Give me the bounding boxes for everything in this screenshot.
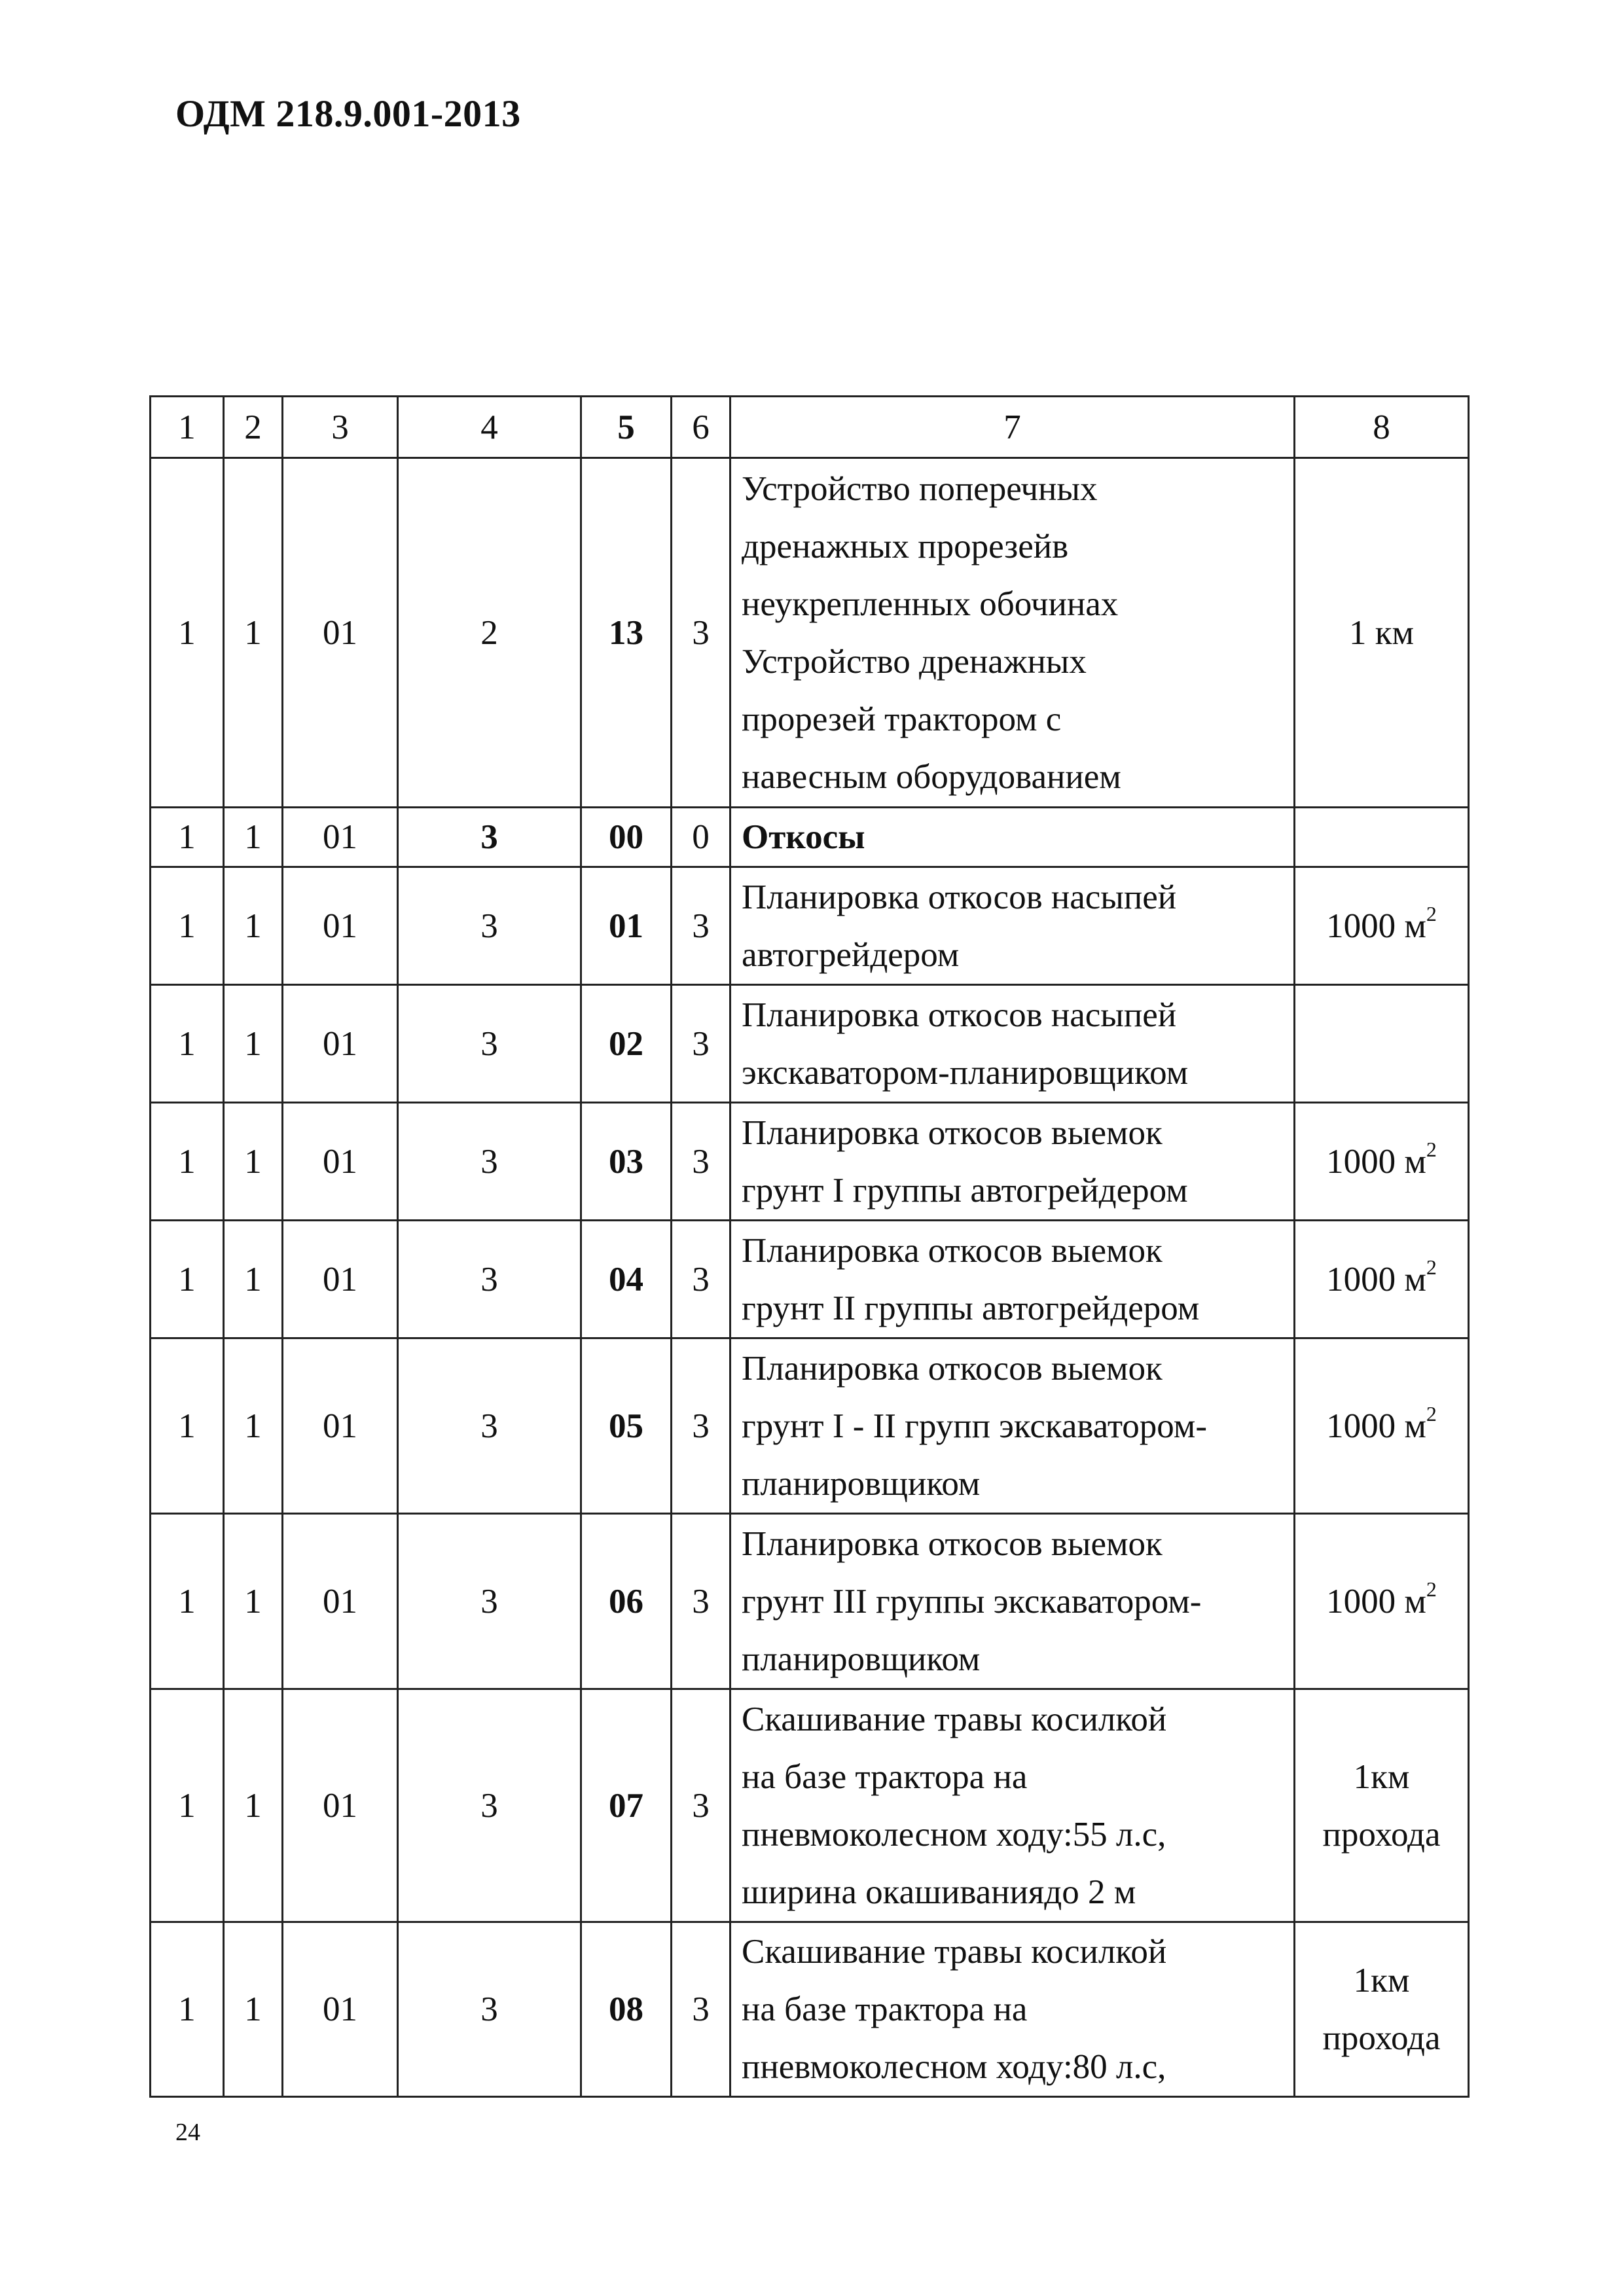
cell-col-4: 3 [398, 1689, 581, 1922]
work-description-line: Планировка откосов насыпей [742, 996, 1177, 1034]
col-number-8: 8 [1295, 397, 1469, 458]
unit-line [1295, 897, 1468, 955]
table-row [151, 1221, 1469, 1338]
work-description-line: на базе трактора на [742, 1757, 1028, 1796]
unit-line [1295, 1251, 1468, 1308]
work-description-line: Планировка откосов выемок [742, 1231, 1163, 1270]
work-description-line: Устройство поперечных [742, 469, 1098, 508]
cell-col-3: 01 [283, 867, 398, 985]
cell-col-1: 1 [151, 1514, 224, 1689]
cell-col-1: 1 [151, 808, 224, 867]
cell-col-2: 1 [224, 1103, 283, 1221]
cell-col-2: 1 [224, 458, 283, 808]
unit-cell [1295, 1103, 1469, 1221]
cell-col-2: 1 [224, 1689, 283, 1922]
cell-col-5: 00 [581, 808, 672, 867]
cell-col-3: 01 [283, 458, 398, 808]
unit-line [1295, 1133, 1468, 1191]
work-description-line: грунт I группы автогрейдером [742, 1171, 1188, 1210]
work-description-cell [731, 1922, 1295, 2097]
unit-line [1295, 1397, 1468, 1455]
table-row [151, 867, 1469, 985]
cell-col-5: 06 [581, 1514, 672, 1689]
unit-line [1295, 604, 1468, 662]
cell-col-6: 3 [672, 1338, 731, 1514]
cell-col-2: 1 [224, 867, 283, 985]
table-row [151, 808, 1469, 867]
table-row [151, 458, 1469, 808]
unit-text: прохода [1322, 1815, 1441, 1854]
unit-cell [1295, 1689, 1469, 1922]
unit-line [1295, 2009, 1468, 2067]
cell-col-3: 01 [283, 985, 398, 1103]
col-number-7: 7 [731, 397, 1295, 458]
work-description-cell [731, 1514, 1295, 1689]
document-code: ОДМ 218.9.001-2013 [175, 92, 521, 135]
table-row [151, 1103, 1469, 1221]
work-description-line: грунт I - II групп экскаватором- [742, 1407, 1207, 1445]
work-description-cell [731, 867, 1295, 985]
unit-cell [1295, 1922, 1469, 2097]
work-description-line: планировщиком [742, 1640, 981, 1678]
cell-col-4: 3 [398, 1221, 581, 1338]
unit-cell [1295, 808, 1469, 867]
col-number-1: 1 [151, 397, 224, 458]
work-description-line: навесным оборудованием [742, 757, 1121, 796]
cell-col-3: 01 [283, 1514, 398, 1689]
work-description-line: Планировка откосов выемок [742, 1349, 1163, 1388]
unit-text: прохода [1322, 2019, 1441, 2057]
unit-text: 1000 м [1326, 906, 1426, 945]
page-number: 24 [175, 2119, 200, 2146]
cell-col-4: 3 [398, 867, 581, 985]
work-description-line: Планировка откосов выемок [742, 1113, 1163, 1152]
work-description-line: грунт II группы автогрейдером [742, 1289, 1200, 1327]
work-description-line: Скашивание травы косилкой [742, 1700, 1167, 1738]
cell-col-1: 1 [151, 458, 224, 808]
unit-line [1295, 1952, 1468, 2009]
unit-exponent: 2 [1426, 1255, 1437, 1279]
work-description-cell [731, 1689, 1295, 1922]
cell-col-6: 0 [672, 808, 731, 867]
cell-col-3: 01 [283, 1922, 398, 2097]
cell-col-2: 1 [224, 1338, 283, 1514]
cell-col-4: 3 [398, 1338, 581, 1514]
table-row [151, 1689, 1469, 1922]
col-number-3: 3 [283, 397, 398, 458]
cell-col-6: 3 [672, 1221, 731, 1338]
work-description-line: прорезей трактором с [742, 700, 1062, 738]
cell-col-2: 1 [224, 985, 283, 1103]
work-description-line: ширина окашиваниядо 2 м [742, 1873, 1136, 1911]
cell-col-4: 3 [398, 808, 581, 867]
cell-col-6: 3 [672, 1922, 731, 2097]
cell-col-3: 01 [283, 1103, 398, 1221]
work-description-cell [731, 1338, 1295, 1514]
cell-col-4: 3 [398, 985, 581, 1103]
cell-col-6: 3 [672, 985, 731, 1103]
cell-col-6: 3 [672, 1689, 731, 1922]
cell-col-5: 02 [581, 985, 672, 1103]
col-number-2: 2 [224, 397, 283, 458]
work-description-cell [731, 985, 1295, 1103]
table-row [151, 1922, 1469, 2097]
cell-col-2: 1 [224, 1514, 283, 1689]
cell-col-3: 01 [283, 808, 398, 867]
work-description-line: Устройство дренажных [742, 642, 1087, 681]
unit-cell [1295, 1338, 1469, 1514]
work-description-line: на базе трактора на [742, 1990, 1028, 2028]
cell-col-6: 3 [672, 458, 731, 808]
unit-text: 1000 м [1326, 1407, 1426, 1445]
cell-col-5: 03 [581, 1103, 672, 1221]
work-description-line: Планировка откосов выемок [742, 1524, 1163, 1563]
cell-col-2: 1 [224, 808, 283, 867]
unit-line [1295, 1806, 1468, 1863]
cell-col-2: 1 [224, 1221, 283, 1338]
cell-col-4: 3 [398, 1922, 581, 2097]
table-row [151, 1338, 1469, 1514]
work-description-line: Скашивание травы косилкой [742, 1933, 1167, 1971]
cell-col-5: 13 [581, 458, 672, 808]
table-row [151, 1514, 1469, 1689]
table-header-row [151, 397, 1469, 458]
work-description-line: Откосы [742, 818, 865, 856]
cell-col-1: 1 [151, 1103, 224, 1221]
unit-cell [1295, 458, 1469, 808]
unit-exponent: 2 [1426, 1577, 1437, 1601]
unit-cell [1295, 985, 1469, 1103]
unit-text: 1000 м [1326, 1582, 1426, 1621]
unit-text: 1км [1353, 1757, 1410, 1796]
work-description-line: планировщиком [742, 1464, 981, 1503]
work-description-cell [731, 458, 1295, 808]
cell-col-5: 05 [581, 1338, 672, 1514]
cell-col-3: 01 [283, 1689, 398, 1922]
works-classifier-table [149, 395, 1470, 2098]
cell-col-5: 04 [581, 1221, 672, 1338]
unit-line [1295, 1573, 1468, 1630]
unit-text: 1000 м [1326, 1260, 1426, 1299]
cell-col-6: 3 [672, 1103, 731, 1221]
work-description-line: автогрейдером [742, 935, 960, 974]
work-description-cell [731, 1103, 1295, 1221]
cell-col-1: 1 [151, 985, 224, 1103]
unit-cell [1295, 867, 1469, 985]
cell-col-6: 3 [672, 1514, 731, 1689]
unit-exponent: 2 [1426, 1137, 1437, 1161]
work-description-cell [731, 808, 1295, 867]
work-description-line: дренажных прорезейв [742, 527, 1069, 565]
unit-text: 1 км [1348, 613, 1415, 652]
col-number-4: 4 [398, 397, 581, 458]
unit-exponent: 2 [1426, 1401, 1437, 1426]
table-row [151, 985, 1469, 1103]
work-description-cell [731, 1221, 1295, 1338]
col-number-6: 6 [672, 397, 731, 458]
cell-col-4: 3 [398, 1103, 581, 1221]
unit-line [1295, 1748, 1468, 1806]
work-description-line: пневмоколесном ходу:80 л.с, [742, 2048, 1166, 2086]
unit-text: 1км [1353, 1962, 1410, 2000]
work-description-line: неукрепленных обочинах [742, 584, 1119, 623]
cell-col-2: 1 [224, 1922, 283, 2097]
unit-text: 1000 м [1326, 1142, 1426, 1181]
cell-col-3: 01 [283, 1338, 398, 1514]
work-description-line: экскаватором-планировщиком [742, 1053, 1189, 1092]
cell-col-5: 08 [581, 1922, 672, 2097]
col-number-5: 5 [581, 397, 672, 458]
cell-col-1: 1 [151, 1221, 224, 1338]
cell-col-1: 1 [151, 867, 224, 985]
cell-col-4: 2 [398, 458, 581, 808]
work-description-line: пневмоколесном ходу:55 л.с, [742, 1815, 1166, 1854]
work-description-line: грунт III группы экскаватором- [742, 1582, 1202, 1621]
work-description-line: Планировка откосов насыпей [742, 878, 1177, 916]
unit-cell [1295, 1221, 1469, 1338]
cell-col-1: 1 [151, 1922, 224, 2097]
cell-col-4: 3 [398, 1514, 581, 1689]
unit-exponent: 2 [1426, 901, 1437, 925]
cell-col-3: 01 [283, 1221, 398, 1338]
cell-col-5: 01 [581, 867, 672, 985]
cell-col-1: 1 [151, 1338, 224, 1514]
cell-col-5: 07 [581, 1689, 672, 1922]
cell-col-1: 1 [151, 1689, 224, 1922]
unit-cell [1295, 1514, 1469, 1689]
cell-col-6: 3 [672, 867, 731, 985]
